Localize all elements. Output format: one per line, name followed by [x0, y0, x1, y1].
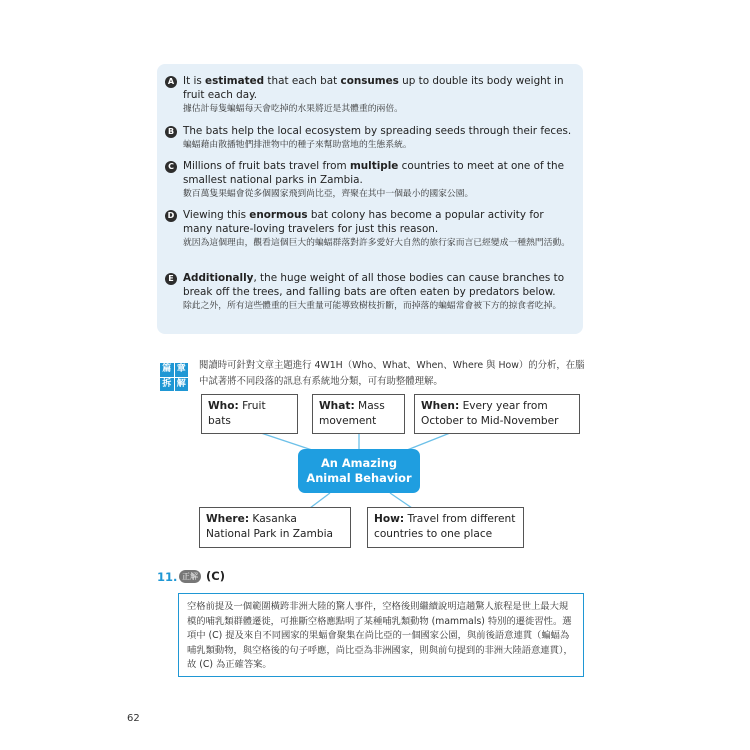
text-segment: It is [183, 75, 206, 87]
what-label: What: [319, 400, 355, 412]
option-letter-e: E [165, 273, 177, 285]
emphasized-word: estimated [205, 75, 265, 87]
option-letter-c: C [165, 161, 177, 173]
where-box [199, 507, 351, 548]
emphasized-word: enormous [249, 209, 308, 221]
text-segment: , the huge weight of all those bodies can cause branches to break off the trees, and falling bats are often eaten by predators below. [183, 272, 565, 298]
text-segment: up to double its body weight in fruit each day. [183, 75, 564, 101]
text-segment: Millions of fruit bats travel from [183, 160, 350, 172]
how-label: How: [374, 513, 405, 525]
option-letter-a: A [165, 76, 177, 88]
option-d-chinese: 就因為這個理由，觀看這個巨大的蝙蝠群落對許多愛好大自然的旅行家而言已經變成一種熱門活動。 [183, 238, 571, 248]
option-a-chinese: 據估計每隻蝙蝠每天會吃掉的水果將近是其體重的兩倍。 [183, 104, 403, 114]
when-box [414, 394, 580, 434]
when-label: When: [421, 400, 460, 412]
badge-char-4: 解 [175, 378, 189, 392]
page-number: 62 [127, 713, 140, 724]
text-segment: The bats help the local ecosystem by spreading seeds through their feces. [183, 125, 572, 137]
answer-explanation: 空格前提及一個範圍橫跨非洲大陸的驚人事件，空格後則繼續說明這趟驚人旅程是世上最大規模的哺乳類群體遷徙，可推斷空格應點明了某種哺乳類動物 (mammals) 特別的遷徙習性。選項中 (C) 提及來自不同國家的果蝠會聚集在尚比亞的一個國家公園，與前後語意連貫（蝙蝠為哺乳類動物，與空格後的句子呼應，尚比亞為非洲國家，則與前句提到的非洲大陸語意連貫），故 (C) 為正確答案。 [178, 593, 584, 677]
option-letter-b: B [165, 126, 177, 138]
text-segment: countries to meet at one of the smallest national parks in Zambia. [183, 160, 564, 186]
emphasized-word: consumes [340, 75, 399, 87]
what-box [312, 394, 405, 434]
option-e-chinese: 除此之外，所有這些體重的巨大重量可能導致樹枝折斷，而掉落的蝙蝠常會被下方的掠食者吃掉。 [183, 301, 562, 311]
badge-char-2: 章 [175, 363, 189, 377]
how-box [367, 507, 524, 548]
what-text: Mass movement [319, 400, 385, 427]
badge-char-1: 篇 [160, 363, 174, 377]
emphasized-word: multiple [349, 160, 399, 172]
option-c-chinese: 數百萬隻果蝠會從多個國家飛到尚比亞，齊聚在其中一個最小的國家公園。 [183, 189, 474, 199]
option-b-chinese: 蝙蝠藉由散播牠們排泄物中的種子來幫助當地的生態系統。 [183, 140, 412, 150]
who-box [201, 394, 298, 434]
when-text: Every year from October to Mid-November [421, 400, 559, 427]
who-label: Who: [208, 400, 239, 412]
emphasized-word: Additionally [183, 272, 254, 284]
where-text: Kasanka National Park in Zambia [206, 513, 334, 540]
badge-char-3: 拆 [160, 378, 174, 392]
who-text: Fruit bats [208, 400, 266, 427]
text-segment: bat colony has become a popular activity for many nature-loving travelers for just this reason. [183, 209, 544, 235]
question-number: 11. [157, 570, 178, 584]
where-label: Where: [206, 513, 250, 525]
text-segment: that each bat [264, 75, 341, 87]
option-letter-d: D [165, 210, 177, 222]
answer-tag: 正解 [179, 570, 201, 583]
main-topic-box: An Amazing Animal Behavior [298, 449, 420, 493]
how-text: Travel from different countries to one place [374, 513, 516, 540]
answer-value: (C) [206, 569, 225, 583]
analysis-intro: 閱讀時可針對文章主題進行 4W1H（Who、What、When、Where 與 How）的分析，在腦中試著將不同段落的訊息有系統地分類，可有助整體理解。 [199, 360, 585, 387]
text-segment: Viewing this [183, 209, 250, 221]
